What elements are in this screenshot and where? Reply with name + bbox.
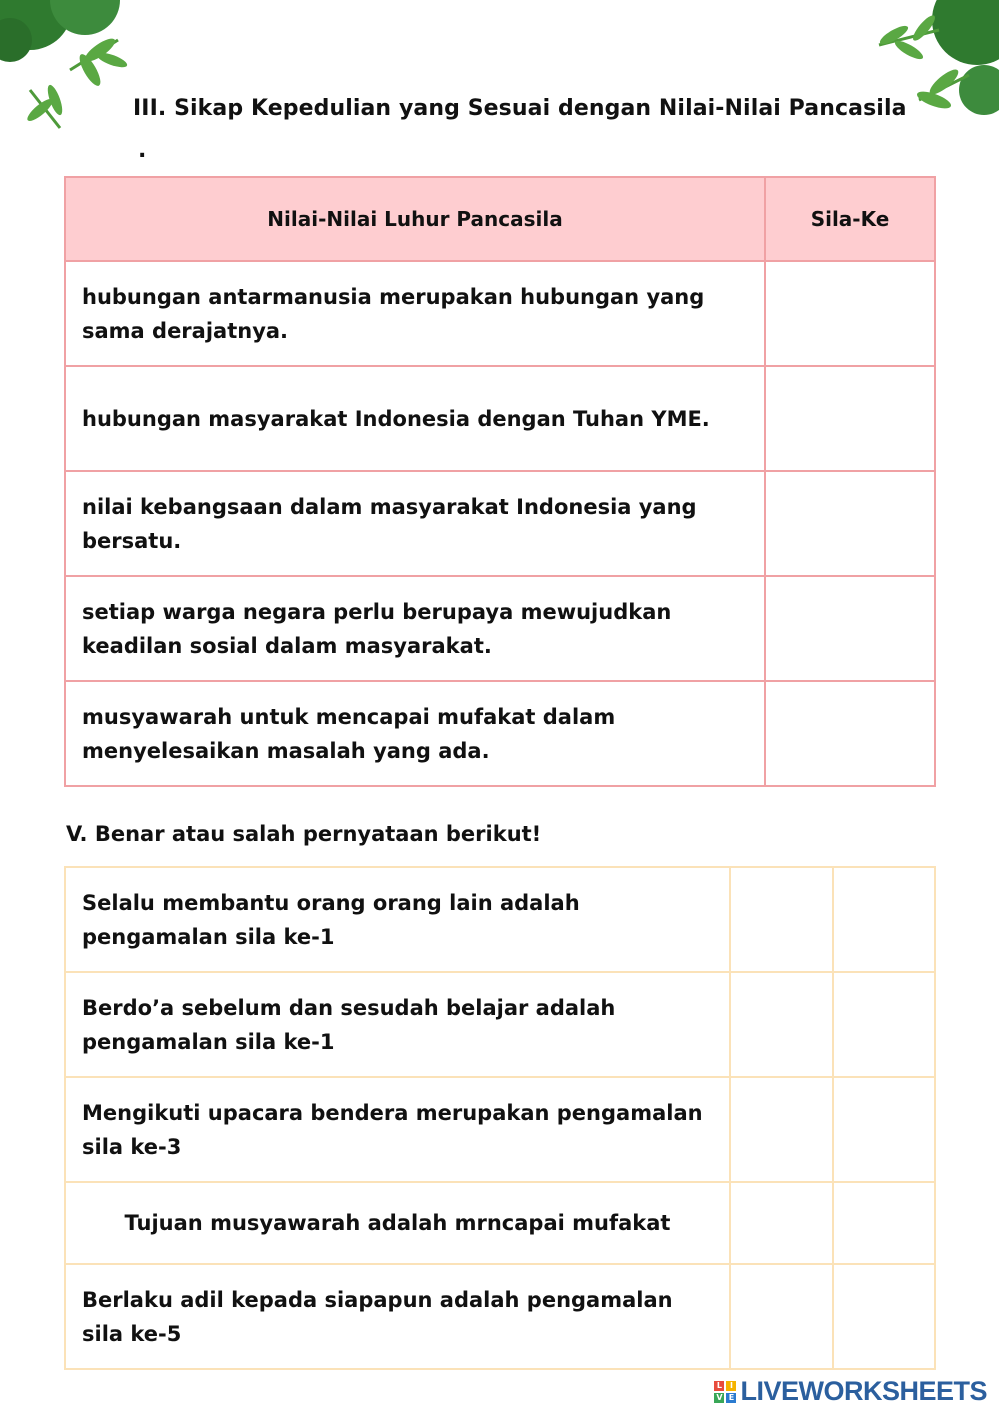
table-row <box>65 576 935 681</box>
benar-answer-cell[interactable] <box>730 1182 833 1264</box>
statement-cell: hubungan antarmanusia merupakan hubungan yang sama derajatnya. <box>65 261 765 366</box>
section-3-title: III. Sikap Kepedulian yang Sesuai dengan Nilai-Nilai Pancasila <box>133 96 907 121</box>
table-row <box>65 1182 935 1264</box>
section-5-title: V. Benar atau salah pernyataan berikut! <box>66 822 542 846</box>
table-row <box>65 261 935 366</box>
benar-answer-cell[interactable] <box>730 1077 833 1182</box>
statement-cell: Mengikuti upacara bendera merupakan pengamalan sila ke-3 <box>65 1077 730 1182</box>
table-row <box>65 1264 935 1369</box>
answer-cell[interactable] <box>765 261 935 366</box>
liveworksheets-mark-icon: L I V E <box>714 1381 736 1403</box>
statement-cell: Berdo’a sebelum dan sesudah belajar adalah pengamalan sila ke-1 <box>65 972 730 1077</box>
table-row <box>65 972 935 1077</box>
table-row <box>65 867 935 972</box>
answer-cell[interactable] <box>765 576 935 681</box>
statement-cell: musyawarah untuk mencapai mufakat dalam menyelesaikan masalah yang ada. <box>65 681 765 786</box>
benar-answer-cell[interactable] <box>730 1264 833 1369</box>
liveworksheets-logo[interactable] <box>714 1376 987 1407</box>
section-3-dot: . <box>138 138 147 163</box>
salah-answer-cell[interactable] <box>833 1077 935 1182</box>
liveworksheets-wordmark: LIVEWORKSHEETS <box>740 1376 987 1406</box>
answer-cell[interactable] <box>765 366 935 471</box>
salah-answer-cell[interactable] <box>833 972 935 1077</box>
table-header-row <box>65 177 935 261</box>
statement-cell: nilai kebangsaan dalam masyarakat Indonesia yang bersatu. <box>65 471 765 576</box>
header-nilai: Nilai-Nilai Luhur Pancasila <box>65 177 765 261</box>
salah-answer-cell[interactable] <box>833 867 935 972</box>
statement-cell: hubungan masyarakat Indonesia dengan Tuhan YME. <box>65 366 765 471</box>
statement-cell: Berlaku adil kepada siapapun adalah pengamalan sila ke-5 <box>65 1264 730 1369</box>
table-row <box>65 1077 935 1182</box>
true-false-table <box>64 866 936 1370</box>
salah-answer-cell[interactable] <box>833 1182 935 1264</box>
header-sila-ke: Sila-Ke <box>765 177 935 261</box>
benar-answer-cell[interactable] <box>730 972 833 1077</box>
statement-cell: Tujuan musyawarah adalah mrncapai mufakat <box>65 1182 730 1264</box>
salah-answer-cell[interactable] <box>833 1264 935 1369</box>
statement-cell: setiap warga negara perlu berupaya mewujudkan keadilan sosial dalam masyarakat. <box>65 576 765 681</box>
table-row <box>65 681 935 786</box>
table-row <box>65 471 935 576</box>
answer-cell[interactable] <box>765 471 935 576</box>
benar-answer-cell[interactable] <box>730 867 833 972</box>
statement-cell: Selalu membantu orang orang lain adalah pengamalan sila ke-1 <box>65 867 730 972</box>
answer-cell[interactable] <box>765 681 935 786</box>
leaf-decoration-left-icon <box>0 0 140 140</box>
pancasila-values-table <box>64 176 936 787</box>
table-row <box>65 366 935 471</box>
